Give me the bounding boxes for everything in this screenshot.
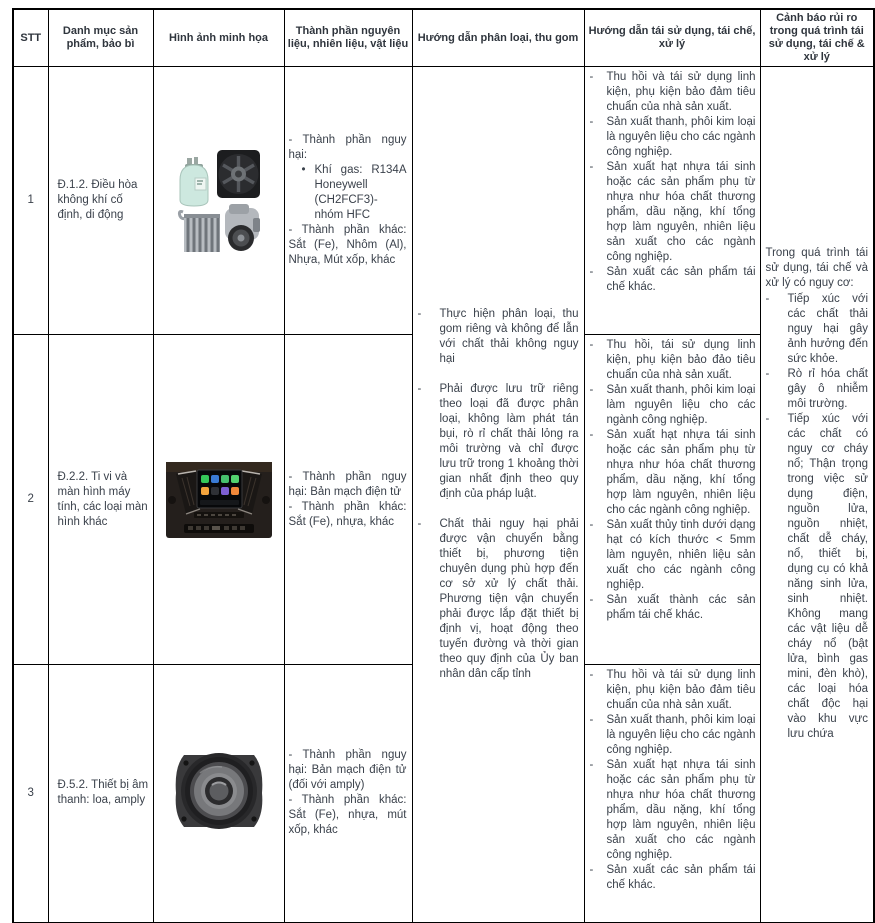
warning-item-text: Tiếp xúc với các chất có nguy cơ cháy nổ; Thận trọng trong việc sử dụng điện, nguồn lửa, nguồn nhiệt, chất dễ cháy, nổ, thiết bị, dụng cụ có khả năng sinh lửa, sinh nhiệt. Không mang các vật liệu dễ cháy nổ (bật lửa, bình gas mini, đèn khò), các loại hóa chất độc hại vào khu vực lưu chứa xyxy=(787,413,868,741)
car-infotainment-display-photo xyxy=(166,462,272,538)
table-header-row xyxy=(13,9,874,67)
recycling-item-text: Sản xuất thanh, phôi kim loại là nguyên liệu cho các ngành công nghiệp. xyxy=(606,714,756,756)
sorting-item xyxy=(418,382,579,502)
row3-recycling xyxy=(584,665,760,923)
recycling-item-text: Thu hồi và tái sử dụng linh kiện, phụ kiện bảo đảm tiêu chuẩn của nhà sản xuất. xyxy=(606,71,756,113)
row2-image-cell xyxy=(153,335,284,665)
recycling-item-text: Sản xuất hạt nhựa tái sinh hoặc các sản phẩm phụ từ nhựa như hóa chất thương phẩm, dầu nặng, khí tổng hợp làm nguyên, nhiên liệu cho các ngành công nghiệp. xyxy=(606,429,756,516)
hazard-bullet-item xyxy=(289,163,407,223)
hazard-components: - Thành phần nguy hại: Bản mạch điện tử xyxy=(288,470,407,498)
sorting-item xyxy=(418,307,579,367)
dash-marker: - xyxy=(589,594,594,606)
other-components: - Thành phần khác: Sắt (Fe), nhựa, khác xyxy=(288,500,407,528)
header-category: Danh mục sản phẩm, bảo bì xyxy=(48,9,153,67)
dash-marker: - xyxy=(589,266,594,278)
risk-warning-cell xyxy=(760,67,874,923)
dash-marker: - xyxy=(589,384,594,396)
other-components: - Thành phần khác: Sắt (Fe), Nhôm (Al), Nhựa, Mút xốp, khác xyxy=(288,224,407,266)
dash-marker: - xyxy=(417,307,422,320)
header-stt: STT xyxy=(13,9,48,67)
hazard-label: - Thành phần nguy hại: xyxy=(288,134,407,161)
sorting-instructions-cell xyxy=(412,67,584,923)
other-components: - Thành phần khác: Sắt (Fe), nhựa, mút xốp, khác xyxy=(288,794,407,837)
header-image: Hình ảnh minh họa xyxy=(153,9,284,67)
dash-marker: - xyxy=(589,71,594,83)
waste-classification-table xyxy=(12,8,875,923)
recycling-item xyxy=(590,518,756,593)
sorting-item-text: Thực hiện phân loại, thu gom riêng và không để lẫn với chất thải không nguy hại xyxy=(439,307,579,365)
recycling-item xyxy=(590,160,756,265)
recycling-item xyxy=(590,115,756,160)
header-recycling: Hướng dẫn tái sử dụng, tái chế, xử lý xyxy=(584,9,760,67)
dash-marker: - xyxy=(589,161,594,173)
row3-components xyxy=(284,665,412,923)
bullet-marker: • xyxy=(301,164,306,176)
warning-intro: Trong quá trình tái sử dụng, tái chế và xử lý có nguy cơ: xyxy=(765,247,868,290)
row3-stt: 3 xyxy=(13,665,48,923)
row2-category: Đ.2.2. Ti vi và màn hình máy tính, các loại màn hình khác xyxy=(48,335,153,665)
warning-item-text: Rò rỉ hóa chất gây ô nhiễm môi trường. xyxy=(787,368,868,411)
hazard-components: - Thành phần nguy hại: Bản mạch điện tử (đối với amply) xyxy=(288,749,407,792)
dash-marker: - xyxy=(589,116,594,128)
dash-marker: - xyxy=(589,429,594,441)
recycling-item-text: Sản xuất các sản phẩm tái chế khác. xyxy=(606,864,756,891)
sorting-item xyxy=(418,517,579,682)
recycling-item xyxy=(590,668,756,713)
row2-recycling xyxy=(584,335,760,665)
header-sorting: Hướng dẫn phân loại, thu gom xyxy=(412,9,584,67)
sorting-item-text: Phải được lưu trữ riêng theo loại đã được phân loại, không làm phát tán bụi, rò rỉ chất thải lỏng ra môi trường và chỉ được lưu trữ trong 1 khoảng thời gian nhất định theo quy định của pháp luật. xyxy=(439,382,579,500)
dash-marker: - xyxy=(589,864,594,876)
recycling-item xyxy=(590,338,756,383)
recycling-item xyxy=(590,383,756,428)
hazard-bullet-text: Khí gas: R134A Honeywell (CH2FCF3)- nhóm HFC xyxy=(314,164,407,221)
header-components: Thành phần nguyên liệu, nhiên liệu, vật liệu xyxy=(284,9,412,67)
dash-marker: - xyxy=(589,714,594,726)
row2-stt: 2 xyxy=(13,335,48,665)
warning-item-text: Tiếp xúc với các chất thải nguy hại gây ảnh hưởng đến sức khỏe. xyxy=(787,293,868,366)
row2-components xyxy=(284,335,412,665)
recycling-item xyxy=(590,758,756,863)
warning-item xyxy=(766,292,869,367)
row1-stt: 1 xyxy=(13,67,48,335)
recycling-item-text: Sản xuất thanh, phôi kim loại là nguyên liệu cho các ngành công nghiệp. xyxy=(606,116,756,158)
dash-marker: - xyxy=(589,519,594,531)
row3-category: Đ.5.2. Thiết bị âm thanh: loa, amply xyxy=(48,665,153,923)
dash-marker: - xyxy=(589,759,594,771)
recycling-item xyxy=(590,70,756,115)
row1-image-cell xyxy=(153,67,284,335)
recycling-item-text: Sản xuất thủy tinh dưới dạng hạt có kích thước < 5mm làm nguyên, nhiên liệu sản xuất cho các ngành công nghiệp. xyxy=(606,519,756,591)
dash-marker: - xyxy=(589,669,594,681)
row1-components xyxy=(284,67,412,335)
recycling-item xyxy=(590,593,756,623)
dash-marker: - xyxy=(765,368,770,381)
row1-recycling xyxy=(584,67,760,335)
recycling-item-text: Sản xuất các sản phẩm tái chế khác. xyxy=(606,266,756,293)
air-conditioner-components-photo xyxy=(177,148,261,254)
warning-item xyxy=(766,367,869,412)
recycling-item xyxy=(590,713,756,758)
row1-category: Đ.1.2. Điều hòa không khí cố định, di động xyxy=(48,67,153,335)
recycling-item-text: Sản xuất hạt nhựa tái sinh hoặc các sản phẩm phụ từ nhựa như hóa chất thương phẩm, dầu nặng, khí tổng hợp làm nguyên, nhiên liệu sản xuất cho các ngành công nghiệp. xyxy=(606,161,756,263)
recycling-item xyxy=(590,265,756,295)
speaker-photo xyxy=(170,747,268,839)
dash-marker: - xyxy=(589,339,594,351)
recycling-item-text: Sản xuất hạt nhựa tái sinh hoặc các sản phẩm phụ từ nhựa như hóa chất thương phẩm, dầu nặng, khí tổng hợp làm nguyên, nhiên liệu sản xuất cho các ngành công nghiệp. xyxy=(606,759,756,861)
recycling-item-text: Sản xuất thanh, phôi kim loại làm nguyên liệu cho các ngành công nghiệp. xyxy=(606,384,756,426)
dash-marker: - xyxy=(765,413,770,426)
recycling-item-text: Thu hồi và tái sử dụng linh kiện, phụ kiện bảo đảm tiêu chuẩn của nhà sản xuất. xyxy=(606,669,756,711)
dash-marker: - xyxy=(417,517,422,530)
recycling-item xyxy=(590,863,756,893)
recycling-item-text: Thu hồi, tái sử dụng linh kiện, phụ kiện bảo đảo tiêu chuẩn của nhà sản xuất. xyxy=(606,339,756,381)
table-row xyxy=(13,67,874,335)
recycling-item xyxy=(590,428,756,518)
sorting-item-text: Chất thải nguy hại phải được vận chuyển bằng thiết bị, phương tiện chuyên dụng phù hợp đến cơ sở xử lý chất thải. Phương tiện vận chuyển phải được lắp đặt thiết bị định vị, hoạt động theo tuyến đường và thời gian theo quy định của Ủy ban nhân dân cấp tỉnh xyxy=(439,517,579,680)
dash-marker: - xyxy=(765,293,770,306)
warning-item xyxy=(766,412,869,742)
dash-marker: - xyxy=(417,382,422,395)
recycling-item-text: Sản xuất thành các sản phẩm tái chế khác. xyxy=(606,594,756,621)
header-warning: Cảnh báo rủi ro trong quá trình tái sử dụng, tái chế & xử lý xyxy=(760,9,874,67)
row3-image-cell xyxy=(153,665,284,923)
